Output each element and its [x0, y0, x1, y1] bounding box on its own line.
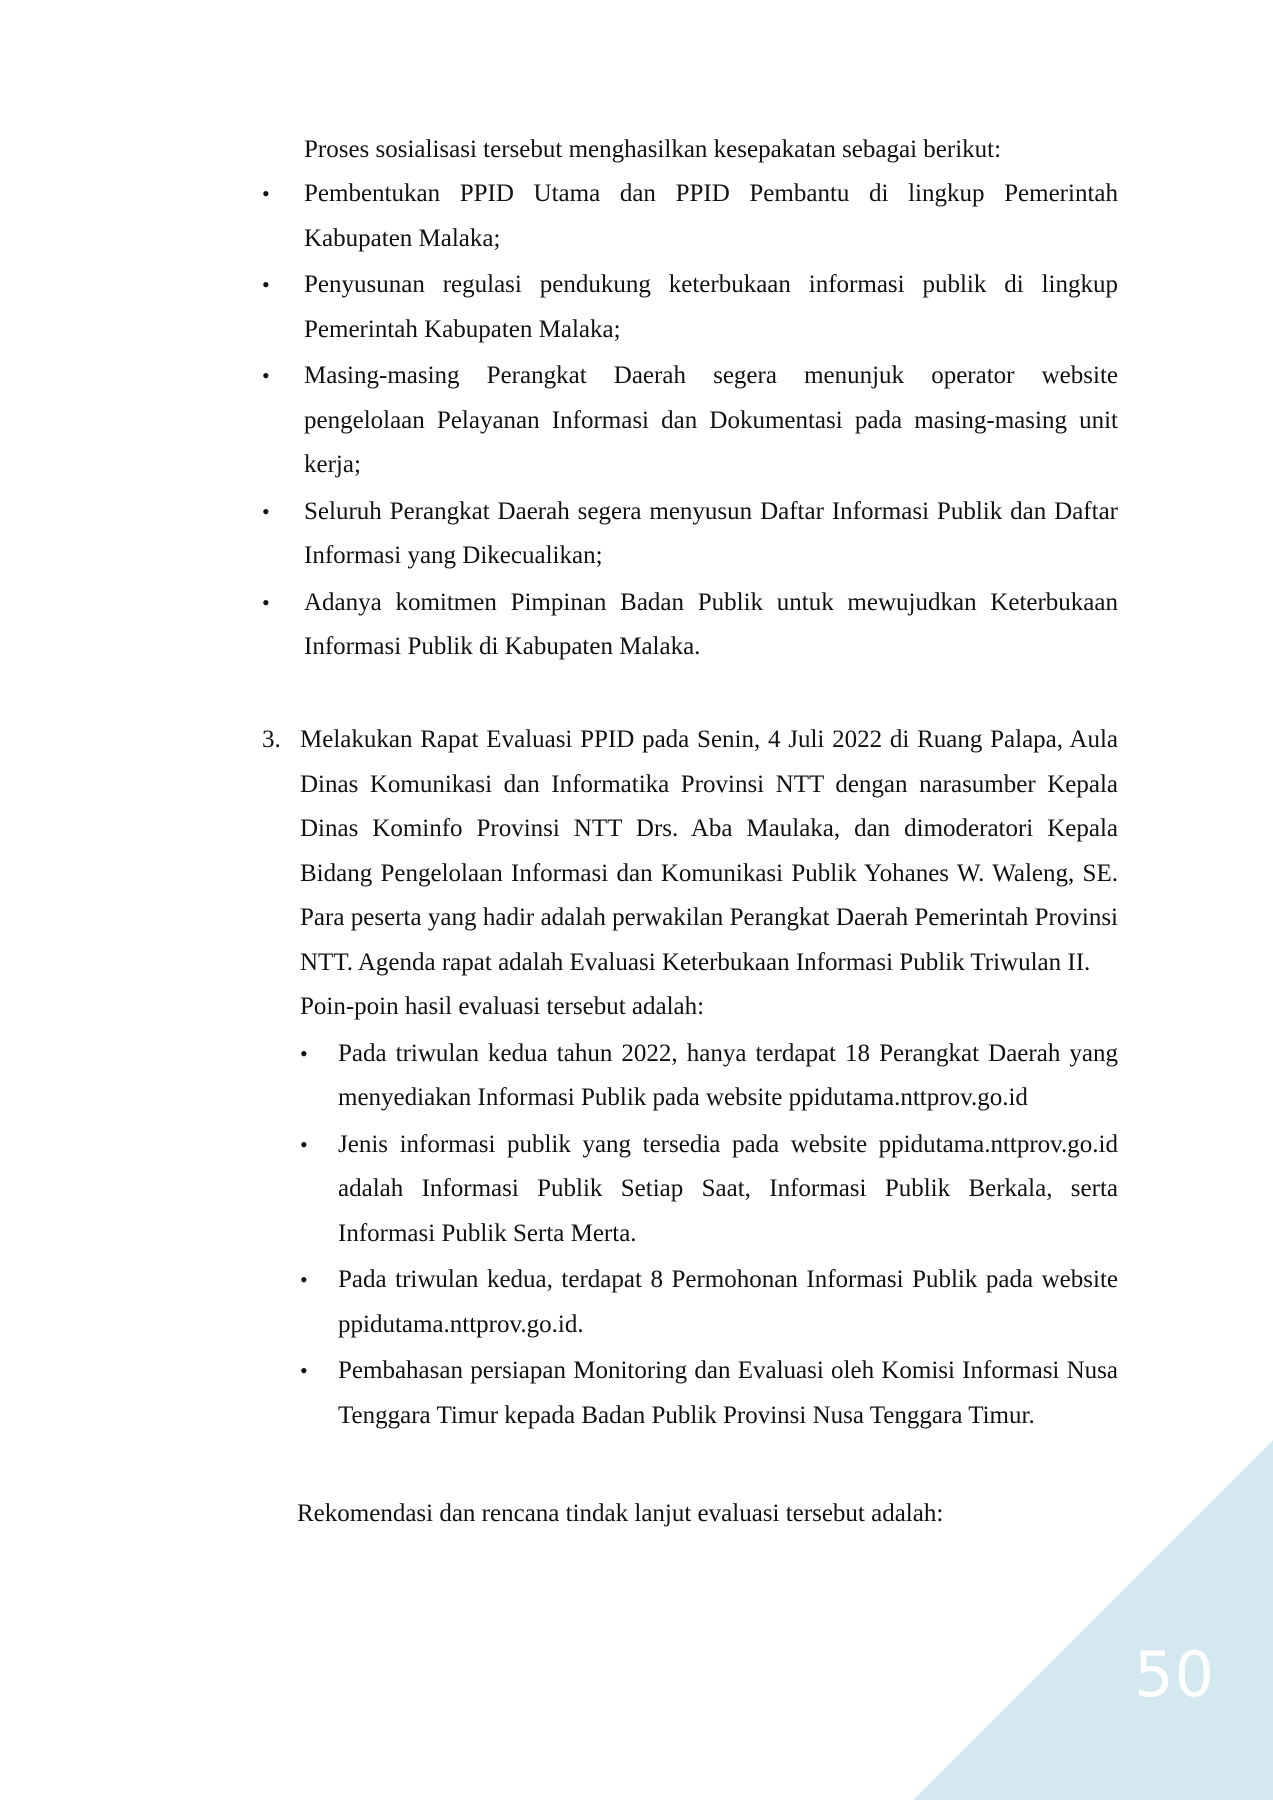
bullet-icon: •: [300, 1131, 308, 1157]
bullet-icon: •: [262, 181, 270, 206]
list-item: [300, 1032, 1118, 1121]
page-number: 50: [1134, 1638, 1215, 1711]
list-item: [262, 581, 1118, 670]
list-item: [262, 354, 1118, 488]
bullet-icon: •: [262, 363, 270, 388]
list-item-text: Pembentukan PPID Utama dan PPID Pembantu di lingkup Pemerintah Kabupaten Malaka;: [304, 180, 1118, 252]
agreement-list: [262, 172, 1118, 672]
list-item: [262, 172, 1118, 261]
bullet-icon: •: [300, 1040, 308, 1066]
list-item: [262, 490, 1118, 579]
list-item: [300, 1258, 1118, 1347]
list-item: [300, 1123, 1118, 1257]
bullet-icon: •: [262, 272, 270, 297]
numbered-item-3: [262, 718, 1118, 1440]
bullet-icon: •: [262, 498, 270, 524]
intro-paragraph: Proses sosialisasi tersebut menghasilkan kesepakatan sebagai berikut:: [304, 136, 1002, 163]
list-item: [300, 1349, 1118, 1438]
list-item: [262, 263, 1118, 352]
list-item-text: Pada triwulan kedua tahun 2022, hanya terdapat 18 Perangkat Daerah yang menyediakan Informasi Publik pada website ppidutama.nttprov.go.id: [338, 1039, 1118, 1111]
list-item-text: Penyusunan regulasi pendukung keterbukaan informasi publik di lingkup Pemerintah Kabupaten Malaka;: [304, 271, 1118, 343]
list-item-text: Pada triwulan kedua, terdapat 8 Permohonan Informasi Publik pada website ppidutama.nttprov.go.id.: [338, 1266, 1118, 1338]
bullet-icon: •: [300, 1267, 308, 1292]
list-item-text: Jenis informasi publik yang tersedia pada website ppidutama.nttprov.go.id adalah Informasi Publik Setiap Saat, Informasi Publik Berkala, serta Informasi Publik Serta Merta.: [338, 1130, 1118, 1247]
item-paragraph: Melakukan Rapat Evaluasi PPID pada Senin, 4 Juli 2022 di Ruang Palapa, Aula Dinas Komunikasi dan Informatika Provinsi NTT dengan narasumber Kepala Dinas Kominfo Provinsi NTT Drs. Aba Maulaka, dan dimoderatori Kepala Bidang Pengelolaan Informasi dan Komunikasi Publik Yohanes W. Waleng, SE. Para peserta yang hadir adalah perwakilan Perangkat Daerah Pemerintah Provinsi NTT. Agenda rapat adalah Evaluasi Keterbukaan Informasi Publik Triwulan II.: [300, 726, 1118, 976]
recommendation-intro: Rekomendasi dan rencana tindak lanjut evaluasi tersebut adalah:: [297, 1500, 944, 1527]
bullet-icon: •: [300, 1358, 308, 1383]
item-number: 3.: [262, 726, 281, 753]
list-item-text: Adanya komitmen Pimpinan Badan Publik untuk mewujudkan Keterbukaan Informasi Publik di Kabupaten Malaka.: [304, 588, 1118, 660]
list-item-text: Masing-masing Perangkat Daerah segera menunjuk operator website pengelolaan Pelayanan Informasi dan Dokumentasi pada masing-masing unit kerja;: [304, 362, 1118, 478]
evaluation-points-list: [300, 1032, 1118, 1439]
list-item-text: Seluruh Perangkat Daerah segera menyusun Daftar Informasi Publik dan Daftar Informasi yang Dikecualikan;: [304, 497, 1118, 569]
bullet-icon: •: [262, 589, 270, 615]
points-intro: Poin-poin hasil evaluasi tersebut adalah:: [300, 993, 705, 1020]
list-item-text: Pembahasan persiapan Monitoring dan Evaluasi oleh Komisi Informasi Nusa Tenggara Timur kepada Badan Publik Provinsi Nusa Tenggara Timur.: [338, 1357, 1118, 1429]
